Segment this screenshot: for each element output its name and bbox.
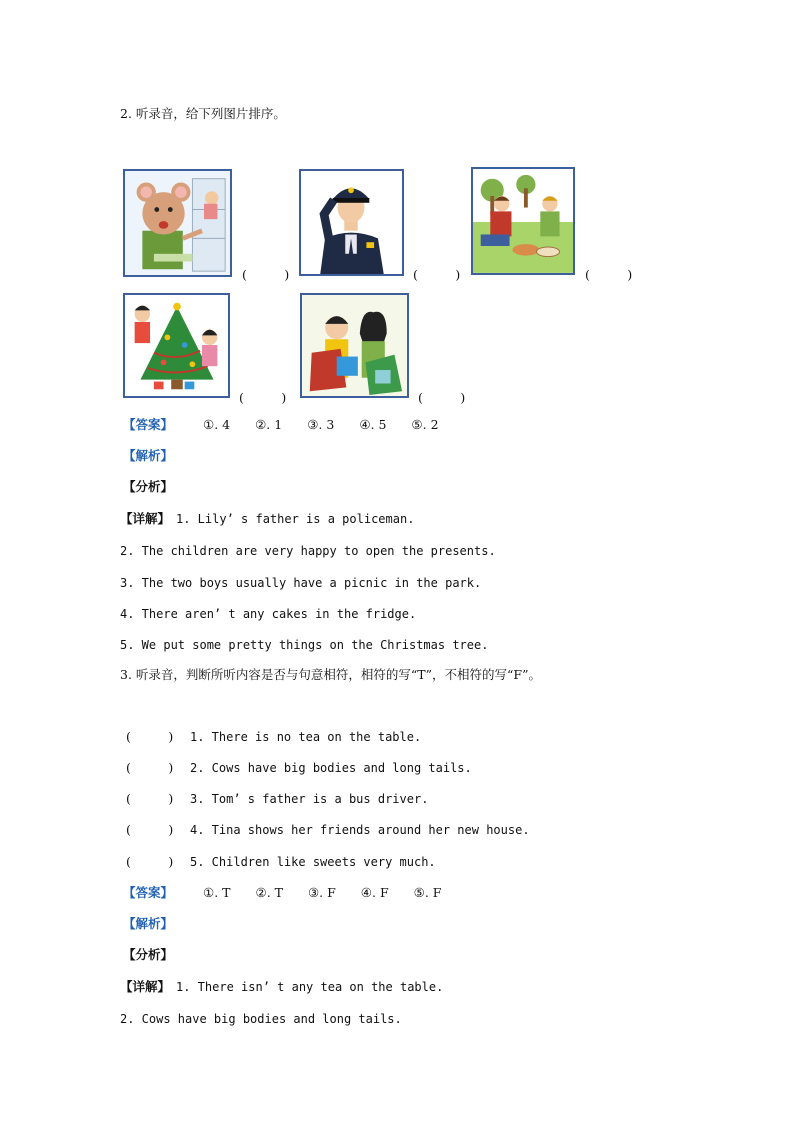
statement-item: 4. Tina shows her friends around her new house. [190, 823, 530, 837]
blank-paren[interactable]: ( ) [126, 822, 174, 837]
statement-item: 5. Children like sweets very much. [190, 855, 436, 869]
analysis-label: 【解析】 [123, 916, 174, 931]
blank-paren[interactable]: ( ) [126, 791, 174, 806]
detail-line: 3. The two boys usually have a picnic in the park. [120, 576, 482, 590]
q3-title: 3. 听录音，判断所听内容是否与句意相符，相符的写“T”，不相符的写“F”。 [120, 667, 541, 682]
detail-label: 【详解】 [120, 979, 171, 994]
statement-item: 2. Cows have big bodies and long tails. [190, 761, 472, 775]
statement-item: 1. There is no tea on the table. [190, 730, 422, 744]
detail-line: 2. The children are very happy to open the presents. [120, 544, 496, 558]
blank-paren[interactable]: ( ) [126, 760, 174, 775]
answer-text: ①. 4 ②. 1 ③. 3 ④. 5 ⑤. 2 [203, 417, 439, 432]
blank-paren[interactable]: ( ) [242, 267, 290, 282]
detail-line: 1. Lily’ s father is a policeman. [176, 512, 415, 526]
presents-picture [300, 293, 409, 398]
answer-text: ①. T ②. T ③. F ④. F ⑤. F [203, 885, 442, 900]
blank-paren[interactable]: ( ) [418, 390, 466, 405]
answer-label: 【答案】 [123, 885, 174, 900]
detail-line: 1. There isn’ t any tea on the table. [176, 980, 444, 994]
detail-line: 4. There aren’ t any cakes in the fridge. [120, 607, 417, 621]
blank-paren[interactable]: ( ) [239, 390, 287, 405]
blank-paren[interactable]: ( ) [585, 267, 633, 282]
blank-paren[interactable]: ( ) [413, 267, 461, 282]
policeman-picture [299, 169, 404, 276]
christmas-tree-picture [123, 293, 230, 398]
fenxi-label: 【分析】 [123, 479, 174, 494]
mouse-fridge-picture [123, 169, 232, 277]
q2-title: 2. 听录音，给下列图片排序。 [120, 106, 286, 121]
picnic-picture [471, 167, 575, 275]
analysis-label: 【解析】 [123, 448, 174, 463]
detail-line: 2. Cows have big bodies and long tails. [120, 1012, 402, 1026]
fenxi-label: 【分析】 [123, 947, 174, 962]
blank-paren[interactable]: ( ) [126, 854, 174, 869]
detail-line: 5. We put some pretty things on the Christmas tree. [120, 638, 489, 652]
detail-label: 【详解】 [120, 511, 171, 526]
statement-item: 3. Tom’ s father is a bus driver. [190, 792, 429, 806]
blank-paren[interactable]: ( ) [126, 729, 174, 744]
answer-label: 【答案】 [123, 417, 174, 432]
